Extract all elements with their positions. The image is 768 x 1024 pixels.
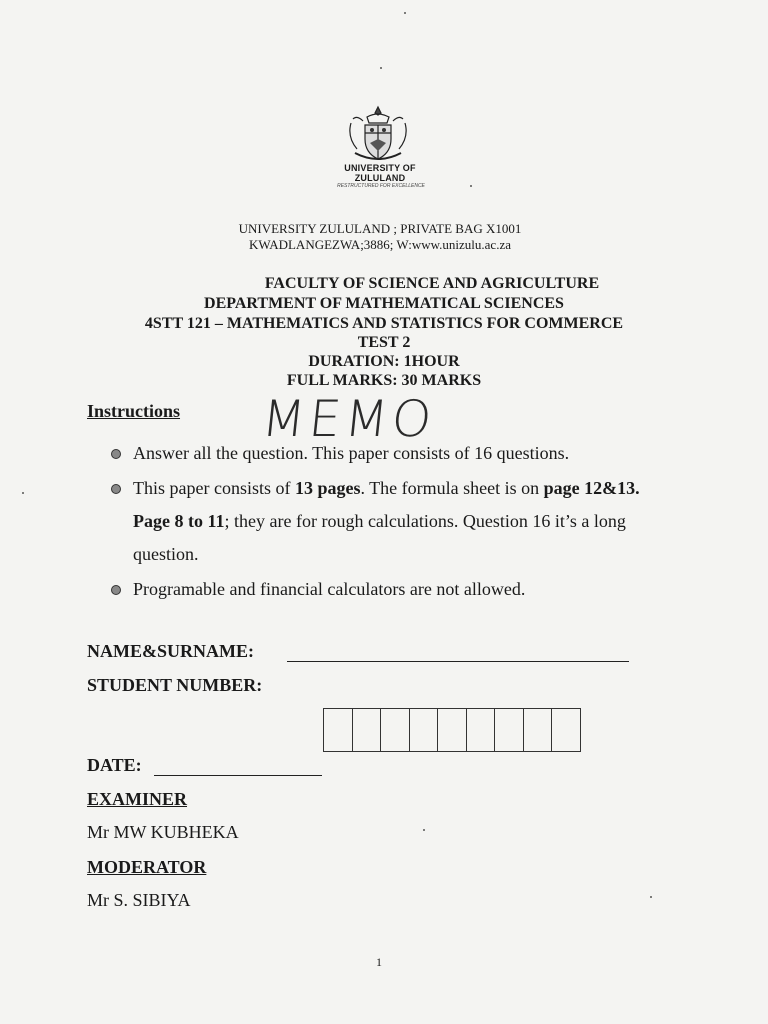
student-number-digit-box[interactable] (323, 708, 353, 752)
bullet-icon (111, 484, 121, 494)
student-number-digit-box[interactable] (466, 708, 496, 752)
instruction-text-part: This paper consists of (133, 478, 295, 498)
student-number-digit-box[interactable] (352, 708, 382, 752)
instruction-item (108, 573, 678, 606)
examiner-name: Mr MW KUBHEKA (87, 822, 239, 842)
instruction-item (108, 472, 678, 571)
scan-speck (470, 185, 472, 187)
instruction-item (108, 437, 678, 470)
student-number-digit-box[interactable] (380, 708, 410, 752)
examiner-label: EXAMINER (87, 789, 188, 809)
instruction-text: Programable and financial calculators are not allowed. (133, 579, 526, 599)
student-number-digit-box[interactable] (437, 708, 467, 752)
address-line-1: UNIVERSITY ZULULAND ; PRIVATE BAG X1001 (238, 221, 522, 236)
student-number-digit-box[interactable] (551, 708, 581, 752)
instruction-text-part: ; they are for rough calculations. Question 16 it’s a long question. (133, 511, 626, 564)
student-number-boxes (323, 708, 580, 752)
scan-speck (404, 12, 406, 14)
bullet-icon (111, 449, 121, 459)
test-heading: TEST 2 (357, 334, 411, 351)
instructions-title: Instructions (87, 401, 181, 421)
student-number-digit-box[interactable] (523, 708, 553, 752)
bullet-icon (111, 585, 121, 595)
marks-heading: FULL MARKS: 30 MARKS (286, 372, 482, 389)
name-surname-field[interactable] (287, 661, 629, 662)
address-line-2: KWADLANGEZWA;3886; W:www.unizulu.ac.za (249, 237, 511, 252)
instruction-bold-part: 13 pages (294, 478, 361, 498)
duration-heading: DURATION: 1HOUR (308, 353, 460, 370)
memo-text: MEMO (258, 390, 439, 448)
scan-speck (380, 67, 382, 69)
university-name (330, 163, 430, 183)
date-label: DATE: (87, 755, 142, 775)
university-crest-icon (343, 103, 413, 165)
page-number: 1 (376, 955, 382, 969)
scan-speck (650, 896, 652, 898)
faculty-heading: FACULTY OF SCIENCE AND AGRICULTURE (264, 275, 600, 292)
scan-speck (423, 829, 425, 831)
moderator-name: Mr S. SIBIYA (87, 890, 191, 910)
student-number-label: STUDENT NUMBER: (87, 675, 263, 695)
student-number-digit-box[interactable] (494, 708, 524, 752)
moderator-label: MODERATOR (87, 857, 207, 877)
date-field[interactable] (154, 775, 322, 776)
name-surname-label: NAME&SURNAME: (87, 641, 254, 661)
module-heading: 4STT 121 – MATHEMATICS AND STATISTICS FOR COMMERCE (144, 315, 624, 332)
student-number-digit-box[interactable] (409, 708, 439, 752)
instructions-list (108, 437, 678, 608)
university-name-line-1: UNIVERSITY OF (344, 163, 416, 173)
department-heading: DEPARTMENT OF MATHEMATICAL SCIENCES (204, 295, 564, 312)
university-name-line-2: ZULULAND (354, 173, 406, 183)
instruction-bold-part: page 12&13. Page 8 to 11 (133, 478, 640, 531)
instruction-text-part: . The formula sheet is on (360, 478, 544, 498)
address-block (160, 221, 600, 253)
university-motto: RESTRUCTURED FOR EXCELLENCE (337, 183, 425, 189)
instruction-text: Answer all the question. This paper consists of 16 questions. (133, 443, 570, 463)
scan-speck (22, 492, 24, 494)
